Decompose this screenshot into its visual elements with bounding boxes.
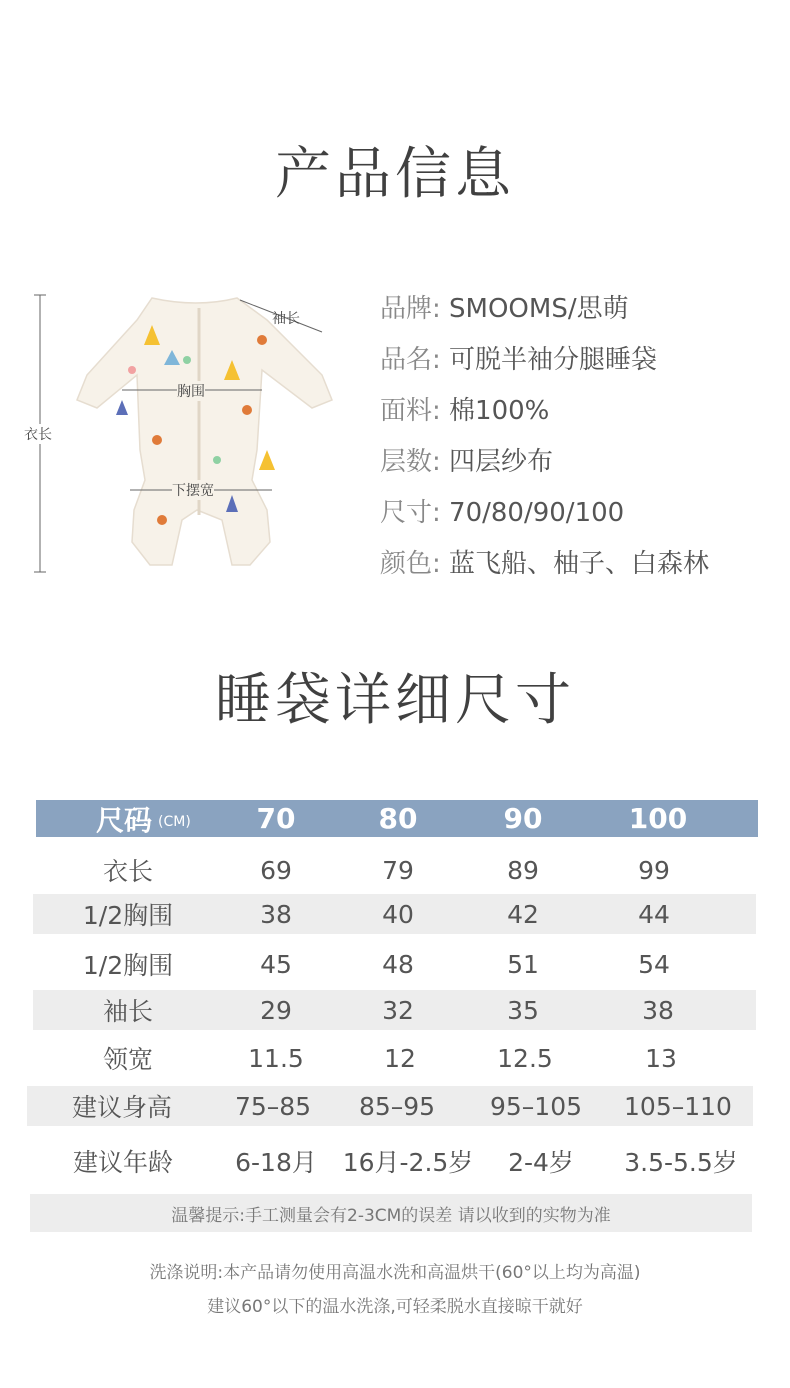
row-label: 衣长 [102, 857, 153, 886]
row-label: 1/2胸围 [82, 901, 174, 930]
row-value: 75–85 [234, 1091, 312, 1121]
info-key: 品牌: [380, 294, 441, 324]
row-value: 89 [507, 855, 539, 885]
row-value: 13 [645, 1043, 677, 1073]
hem-width-label: 下摆宽 [172, 480, 214, 500]
row-value: 38 [260, 899, 292, 929]
header-size: 100 [628, 802, 688, 835]
info-brand [380, 288, 629, 325]
wash-instructions-line2: 建议60°以下的温水洗涤,可轻柔脱水直接晾干就好 [207, 1297, 583, 1317]
row-value: 99 [638, 855, 670, 885]
header-label: 尺码 [96, 803, 153, 837]
row-label: 领宽 [102, 1045, 153, 1074]
row-value: 2-4岁 [508, 1148, 574, 1177]
product-diagram [22, 280, 362, 580]
row-value: 95–105 [489, 1091, 583, 1121]
wash-instructions-line1: 洗涤说明:本产品请勿使用高温水洗和高温烘干(60°以上均为高温) [149, 1263, 641, 1283]
info-name [380, 339, 657, 376]
info-value: 70/80/90/100 [449, 498, 625, 528]
info-key: 尺寸: [380, 498, 441, 528]
info-fabric [380, 390, 549, 427]
row-value: 29 [260, 995, 292, 1025]
table-row [33, 894, 756, 934]
table-row [36, 944, 758, 984]
row-value: 12 [384, 1043, 416, 1073]
header-size: 70 [256, 802, 296, 835]
row-value: 69 [260, 855, 292, 885]
info-layers [380, 441, 553, 478]
info-key: 品名: [380, 345, 441, 375]
row-value: 44 [638, 899, 670, 929]
measurement-note: 温馨提示:手工测量会有2-3CM的误差 请以收到的实物为准 [30, 1194, 752, 1232]
table-row [33, 990, 756, 1030]
info-color [380, 543, 709, 580]
row-value: 38 [642, 995, 674, 1025]
table-row [36, 1140, 758, 1182]
row-label: 建议年龄 [72, 1148, 173, 1177]
length-label: 衣长 [24, 424, 52, 444]
info-size [380, 492, 624, 529]
info-value: 棉100% [449, 396, 550, 426]
row-value: 11.5 [248, 1043, 304, 1073]
table-row [27, 1086, 753, 1126]
row-label: 1/2胸围 [82, 951, 174, 980]
row-value: 32 [382, 995, 414, 1025]
info-key: 面料: [380, 396, 441, 426]
header-size: 80 [378, 802, 418, 835]
row-value: 85–95 [358, 1091, 436, 1121]
row-value: 51 [507, 949, 539, 979]
row-value: 79 [382, 855, 414, 885]
row-value: 42 [507, 899, 539, 929]
row-value: 54 [638, 949, 670, 979]
row-value: 40 [382, 899, 414, 929]
info-value: 四层纱布 [449, 447, 554, 477]
row-value: 35 [507, 995, 539, 1025]
row-label: 建议身高 [71, 1093, 172, 1122]
row-value: 12.5 [497, 1043, 553, 1073]
sleepsuit-illustration [22, 280, 362, 580]
row-label: 袖长 [102, 997, 153, 1026]
info-value: 蓝飞船、柚子、白森林 [449, 549, 710, 579]
sleeve-length-label: 袖长 [272, 311, 300, 327]
product-info-title: 产品信息 [275, 142, 515, 207]
row-value: 16月-2.5岁 [342, 1148, 474, 1177]
table-row [36, 850, 758, 890]
row-value: 6-18月 [235, 1148, 317, 1177]
chest-label: 胸围 [177, 381, 205, 401]
table-row [36, 1038, 758, 1078]
header-unit: (CM) [158, 813, 191, 830]
info-value: 可脱半袖分腿睡袋 [449, 345, 658, 375]
table-header [36, 800, 758, 837]
row-value: 45 [260, 949, 292, 979]
info-key: 层数: [380, 447, 441, 477]
header-size: 90 [503, 802, 543, 835]
info-key: 颜色: [380, 549, 441, 579]
row-value: 3.5-5.5岁 [624, 1148, 738, 1177]
size-detail-title: 睡袋详细尺寸 [215, 668, 575, 733]
info-value: SMOOMS/思萌 [449, 294, 629, 324]
row-value: 48 [382, 949, 414, 979]
row-value: 105–110 [624, 1091, 732, 1121]
